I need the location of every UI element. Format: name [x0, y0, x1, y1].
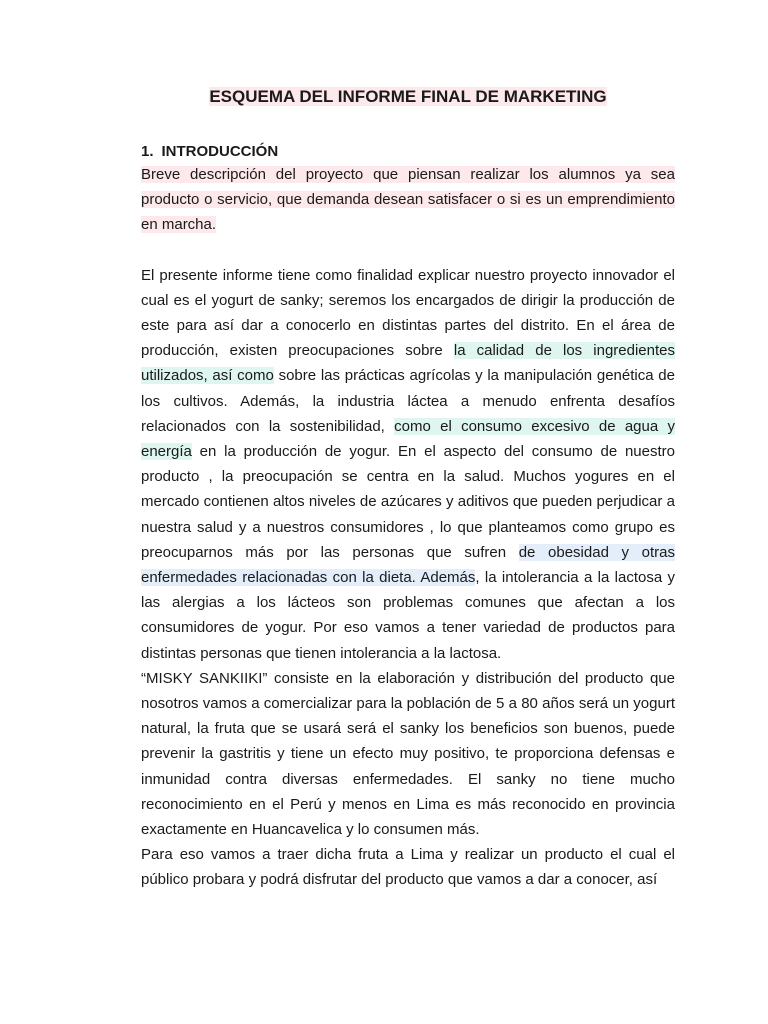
paragraph1-text-c: en la producción de yogur. En el aspecto del consumo de nuestro producto , la preocupación se centra en la salud. Muchos yogures en el mercado contienen altos niveles de azúcares y aditivos que pueden perjudicar a nuestra salud y a nuestros consumidores , lo que planteamos como grupo es preocuparnos más por las personas que sufren — [141, 443, 675, 561]
section-description — [141, 162, 675, 238]
section-heading-text: INTRODUCCIÓN — [161, 143, 279, 160]
title-text: ESQUEMA DEL INFORME FINAL DE MARKETING — [209, 87, 607, 106]
body-paragraph-2: “MISKY SANKIIKI” consiste en la elaboración y distribución del producto que nosotros vamos a comercializar para la población de 5 a 80 años será un yogurt natural, la fruta que se usará será el sanky los beneficios son buenos, puede prevenir la gastritis y tiene un efecto muy positivo, te proporciona defensas e inmunidad contra diversas enfermedades. El sanky no tiene mucho reconocimiento en el Perú y menos en Lima es más reconocido en provincia exactamente en Huancavelica y lo consumen más. — [141, 669, 675, 839]
paragraph1-highlight-obesity: de obesidad y otras enfermedades relacionadas con la dieta. Además — [141, 543, 676, 587]
section-heading — [141, 142, 675, 162]
paragraph1-highlight-ingredients: la calidad de los ingredientes utilizados, así como — [141, 342, 675, 385]
section-description-text: Breve descripción del proyecto que piensan realizar los alumnos ya sea producto o servicio, que demanda desean satisfacer o si es un emprendimiento en marcha. — [141, 166, 675, 234]
paragraph-gap — [141, 238, 675, 263]
section-number: 1. — [141, 143, 154, 160]
body-paragraph-1 — [141, 263, 675, 666]
paragraph1-text-d: , la intolerancia a la lactosa y las alergias a los lácteos son problemas comunes que afectan a los consumidores de yogur. Por eso vamos a tener variedad de productos para distintas personas que tienen intolerancia a la lactosa. — [141, 569, 676, 662]
document-page — [141, 86, 675, 893]
paragraph1-highlight-water-energy: como el consumo excesivo de agua y energía — [141, 417, 675, 461]
paragraph1-text-a: El presente informe tiene como finalidad explicar nuestro proyecto innovador el cual es el yogurt de sanky; seremos los encargados de dirigir la producción de este para así dar a conocerlo en distintas partes del distrito. En el área de producción, existen preocupaciones sobre — [141, 266, 675, 360]
paragraph1-text-b: sobre las prácticas agrícolas y la manipulación genética de los cultivos. Además, la industria láctea a menudo enfrenta desafíos relacionados con la sostenibilidad, — [141, 367, 675, 435]
document-title — [141, 86, 675, 108]
body-paragraph-3: Para eso vamos a traer dicha fruta a Lima y realizar un producto el cual el público probara y podrá disfrutar del producto que vamos a dar a conocer, así — [141, 846, 675, 889]
